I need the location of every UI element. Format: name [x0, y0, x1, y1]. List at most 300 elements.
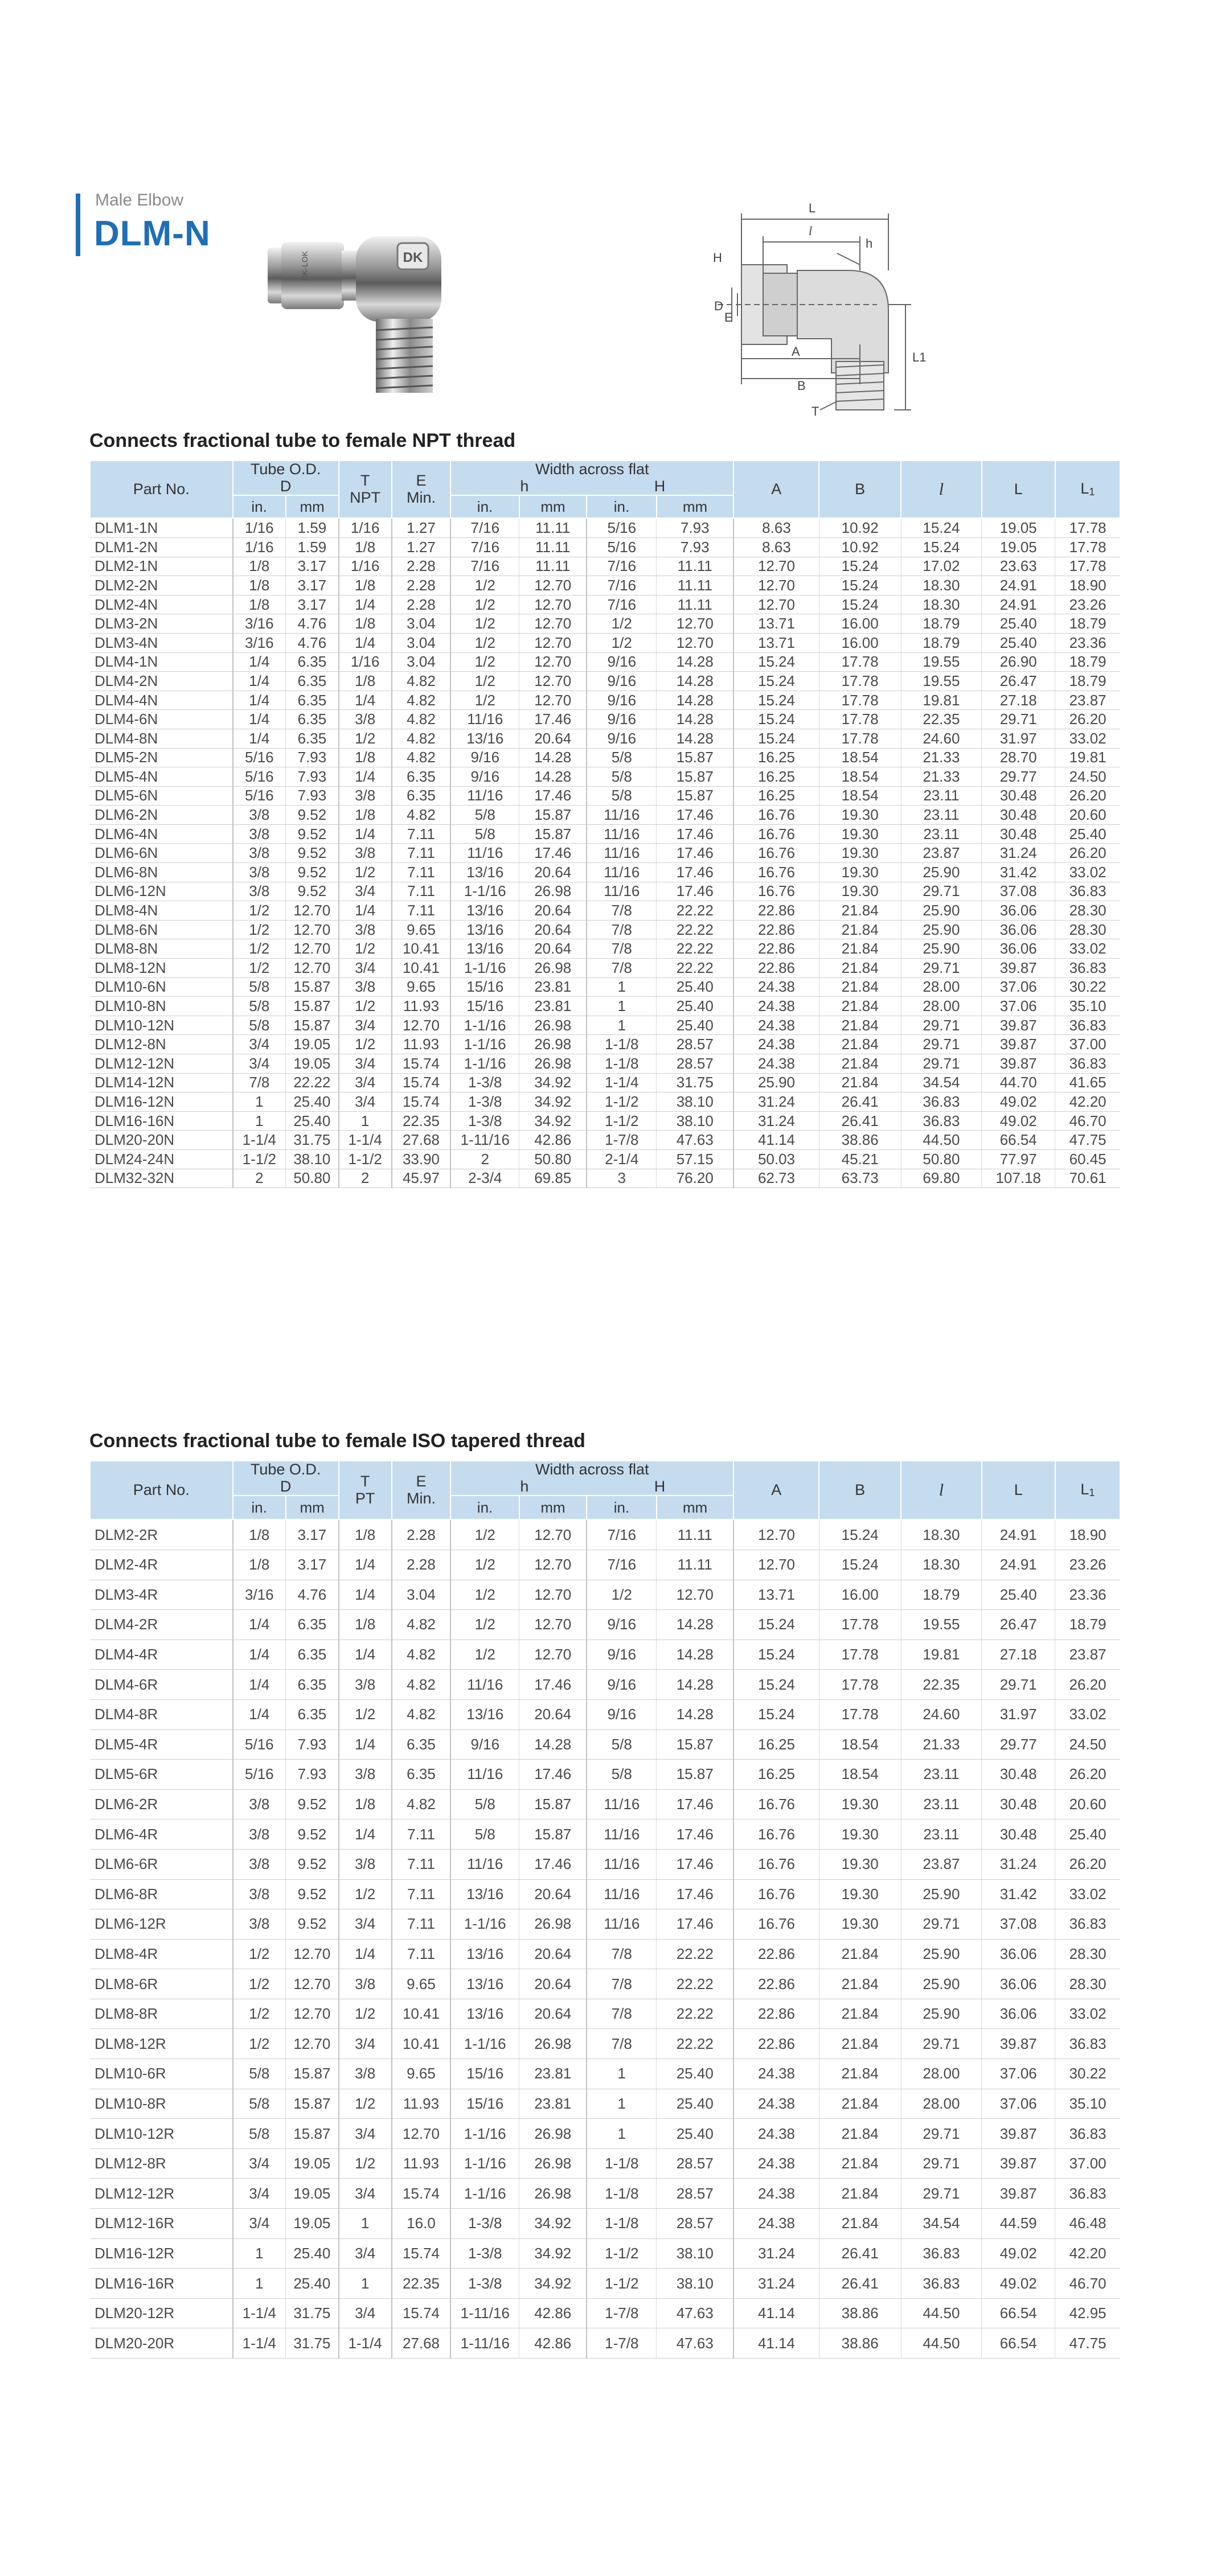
header-H-mm: mm	[657, 495, 733, 518]
table-cell: 19.05	[286, 2179, 339, 2209]
table-cell: 18.79	[1055, 614, 1120, 634]
table-cell: 12.70	[733, 1519, 819, 1550]
table-cell: 9.52	[286, 806, 339, 825]
table-cell: 1-11/16	[450, 2298, 519, 2328]
dim-L1: L1	[912, 350, 927, 364]
table-cell: 1.59	[286, 537, 339, 557]
table-cell: 14.28	[519, 748, 587, 767]
table-cell: 1-1/2	[587, 1092, 657, 1112]
table-cell: 1-1/2	[587, 2238, 657, 2269]
table-cell: 1/2	[339, 997, 392, 1016]
table-cell: 1.27	[392, 518, 451, 537]
table-cell: 26.20	[1055, 844, 1120, 863]
table-cell: 3.04	[392, 1580, 451, 1610]
table-cell: 22.35	[901, 710, 982, 729]
table-cell: 9/16	[450, 1729, 519, 1760]
table-cell: 77.97	[982, 1149, 1055, 1169]
table-cell: 26.90	[982, 652, 1055, 672]
table-cell: 11/16	[587, 863, 657, 882]
table-cell: 34.92	[519, 2238, 587, 2269]
part-number-cell: DLM4-4R	[90, 1640, 233, 1670]
table-cell: 20.60	[1055, 806, 1120, 825]
table-cell: 49.02	[982, 1111, 1055, 1131]
table-cell: 6.35	[286, 1699, 339, 1729]
table-cell: 31.75	[657, 1073, 733, 1092]
table-cell: 44.50	[901, 2328, 982, 2359]
table-cell: 31.24	[982, 844, 1055, 863]
table-cell: 1	[587, 997, 657, 1016]
table-cell: 3/16	[233, 1580, 286, 1610]
table-cell: 26.98	[519, 1054, 587, 1074]
header-h-in: in.	[450, 495, 519, 518]
table-cell: 24.60	[901, 729, 982, 748]
table-cell: 36.06	[982, 1969, 1055, 1999]
table-cell: 34.54	[901, 1073, 982, 1092]
table-cell: 69.80	[901, 1169, 982, 1188]
table-cell: 15.87	[286, 2119, 339, 2149]
table-cell: 6.35	[286, 1670, 339, 1700]
table-cell: 1	[587, 2089, 657, 2119]
table-cell: 28.00	[901, 997, 982, 1016]
table-cell: 36.83	[1055, 2029, 1120, 2059]
table-row	[90, 1819, 1120, 1850]
table-cell: 18.30	[901, 1519, 982, 1550]
table-row	[90, 1699, 1120, 1729]
table-cell: 7/8	[587, 2029, 657, 2059]
table-cell: 25.90	[901, 1939, 982, 1969]
header-t-pt: T PT	[339, 1461, 392, 1519]
table-cell: 19.30	[819, 863, 901, 882]
table-cell: 3/8	[339, 920, 392, 939]
table-cell: 4.76	[286, 633, 339, 652]
table-cell: 12.70	[519, 691, 587, 710]
table-cell: 3/4	[339, 1073, 392, 1092]
table-cell: 31.24	[733, 1111, 819, 1131]
table-cell: 38.10	[286, 1149, 339, 1169]
table-cell: 49.02	[982, 1092, 1055, 1112]
table-cell: 24.38	[733, 2179, 819, 2209]
table-cell: 7.93	[286, 1729, 339, 1760]
table-cell: 1-3/8	[450, 1073, 519, 1092]
table-cell: 5/8	[587, 786, 657, 806]
part-number-cell: DLM2-2N	[90, 576, 233, 595]
table-cell: 10.41	[392, 2029, 451, 2059]
table-cell: 46.70	[1055, 2269, 1120, 2299]
part-number-cell: DLM3-4R	[90, 1580, 233, 1610]
table-cell: 9/16	[587, 729, 657, 748]
table-cell: 50.80	[286, 1169, 339, 1188]
header-h-in: in.	[450, 1496, 519, 1519]
table-cell: 3/8	[233, 824, 286, 844]
table-cell: 16.76	[733, 1849, 819, 1879]
table-cell: 24.38	[733, 1016, 819, 1035]
table-cell: 12.70	[733, 595, 819, 614]
part-number-cell: DLM12-8N	[90, 1035, 233, 1054]
table-cell: 1/2	[233, 939, 286, 959]
table-cell: 23.63	[982, 557, 1055, 576]
part-number-cell: DLM4-8N	[90, 729, 233, 748]
table-cell: 3	[587, 1169, 657, 1188]
table-cell: 1/8	[339, 576, 392, 595]
table-cell: 29.71	[982, 710, 1055, 729]
table-cell: 1/2	[339, 863, 392, 882]
table-cell: 3/8	[339, 1969, 392, 1999]
table-cell: 19.05	[982, 518, 1055, 537]
table-cell: 1-7/8	[587, 1131, 657, 1150]
table-cell: 28.30	[1055, 920, 1120, 939]
table-row	[90, 2269, 1120, 2299]
table-cell: 1/2	[450, 595, 519, 614]
table-cell: 15.24	[819, 1550, 901, 1580]
table-cell: 5/8	[450, 806, 519, 825]
table-cell: 24.38	[733, 1035, 819, 1054]
table-cell: 6.35	[392, 767, 451, 787]
table-cell: 5/16	[587, 537, 657, 557]
table-cell: 1/2	[233, 1999, 286, 2029]
table-cell: 18.30	[901, 1550, 982, 1580]
table-cell: 16.25	[733, 1729, 819, 1760]
table-cell: 8.63	[733, 518, 819, 537]
header-a: A	[733, 461, 819, 518]
table-cell: 5/8	[587, 767, 657, 787]
table-cell: 39.87	[982, 2148, 1055, 2179]
table-cell: 1/8	[233, 576, 286, 595]
table-cell: 24.38	[733, 2059, 819, 2089]
table-cell: 1-1/4	[339, 1131, 392, 1150]
table-cell: 23.81	[519, 2059, 587, 2089]
table-cell: 21.84	[819, 1035, 901, 1054]
table-cell: 16.25	[733, 767, 819, 787]
table-cell: 17.46	[657, 844, 733, 863]
table-cell: 3/4	[339, 2029, 392, 2059]
part-number-cell: DLM3-2N	[90, 614, 233, 634]
table-cell: 16.00	[819, 614, 901, 634]
part-number-cell: DLM3-4N	[90, 633, 233, 652]
table-cell: 41.14	[733, 2298, 819, 2328]
part-number-cell: DLM6-2R	[90, 1789, 233, 1819]
table-cell: 7.93	[657, 537, 733, 557]
header-e-min: E Min.	[392, 461, 451, 518]
table-cell: 25.40	[657, 2059, 733, 2089]
table-cell: 15.24	[901, 537, 982, 557]
table-cell: 23.36	[1055, 633, 1120, 652]
table-cell: 20.64	[519, 1999, 587, 2029]
table-cell: 20.64	[519, 1939, 587, 1969]
table-cell: 66.54	[982, 2328, 1055, 2359]
product-title: DLM-N	[94, 214, 211, 253]
header-part-no: Part No.	[90, 461, 233, 518]
table-cell: 28.70	[982, 748, 1055, 767]
table-cell: 1-1/16	[450, 1909, 519, 1940]
header-tube-od: Tube O.D. D	[233, 1461, 339, 1496]
table-cell: 31.97	[982, 1699, 1055, 1729]
table-cell: 22.35	[901, 1670, 982, 1700]
table-row	[90, 557, 1120, 576]
table-cell: 1-3/8	[450, 2238, 519, 2269]
table-cell: 7/8	[587, 920, 657, 939]
table-cell: 23.26	[1055, 595, 1120, 614]
table-cell: 10.41	[392, 959, 451, 978]
table-cell: 21.84	[819, 959, 901, 978]
table-cell: 18.79	[1055, 1610, 1120, 1640]
table-cell: 3/16	[233, 633, 286, 652]
table-row	[90, 863, 1120, 882]
table-cell: 20.64	[519, 920, 587, 939]
table-cell: 10.92	[819, 537, 901, 557]
table-cell: 23.81	[519, 2089, 587, 2119]
table-cell: 3/8	[233, 1849, 286, 1879]
table-row	[90, 1849, 1120, 1879]
table-cell: 1/2	[233, 959, 286, 978]
table-cell: 13/16	[450, 729, 519, 748]
table-cell: 1	[339, 2209, 392, 2239]
table-cell: 6.35	[286, 691, 339, 710]
table-row	[90, 1149, 1120, 1169]
table-cell: 50.80	[901, 1149, 982, 1169]
table-cell: 16.76	[733, 1789, 819, 1819]
table-cell: 21.84	[819, 901, 901, 921]
part-number-cell: DLM6-8R	[90, 1879, 233, 1909]
part-number-cell: DLM14-12N	[90, 1073, 233, 1092]
table-cell: 47.63	[657, 2298, 733, 2328]
nut-marking: DK-LOK	[300, 250, 309, 281]
table-cell: 1	[339, 1111, 392, 1131]
table-row	[90, 1016, 1120, 1035]
table-cell: 3/8	[339, 2059, 392, 2089]
table-row	[90, 729, 1120, 748]
table-cell: 12.70	[286, 1939, 339, 1969]
table-cell: 1-3/8	[450, 2269, 519, 2299]
table-cell: 1/2	[450, 576, 519, 595]
table-cell: 9/16	[587, 1699, 657, 1729]
table-cell: 3/4	[233, 2179, 286, 2209]
table-cell: 42.20	[1055, 2238, 1120, 2269]
table-cell: 7/16	[587, 557, 657, 576]
table-cell: 5/16	[233, 786, 286, 806]
table-cell: 9.52	[286, 1849, 339, 1879]
part-number-cell: DLM12-8R	[90, 2148, 233, 2179]
table-cell: 23.87	[901, 844, 982, 863]
table-cell: 36.06	[982, 1999, 1055, 2029]
table-cell: 5/8	[233, 997, 286, 1016]
table-cell: 1-1/16	[450, 1016, 519, 1035]
table-cell: 15.24	[733, 1670, 819, 1700]
table-row	[90, 2179, 1120, 2209]
table-cell: 19.30	[819, 824, 901, 844]
table-cell: 17.78	[819, 652, 901, 672]
table-cell: 1	[587, 2059, 657, 2089]
table-cell: 29.71	[901, 1035, 982, 1054]
table-cell: 21.84	[819, 977, 901, 997]
table-cell: 21.84	[819, 997, 901, 1016]
table-cell: 1/4	[233, 729, 286, 748]
table-cell: 1	[587, 1016, 657, 1035]
table-cell: 31.24	[733, 1092, 819, 1112]
table-cell: 11.11	[657, 576, 733, 595]
table-cell: 1-11/16	[450, 1131, 519, 1150]
table-row	[90, 824, 1120, 844]
table-cell: 2-1/4	[587, 1149, 657, 1169]
table-cell: 25.40	[982, 614, 1055, 634]
table-cell: 12.70	[519, 672, 587, 691]
table-cell: 17.78	[1055, 557, 1120, 576]
table-cell: 18.54	[819, 786, 901, 806]
table-cell: 1/2	[450, 1550, 519, 1580]
table-cell: 31.24	[733, 2238, 819, 2269]
table-cell: 42.86	[519, 2298, 587, 2328]
table-cell: 1-1/2	[587, 2269, 657, 2299]
table-cell: 9.52	[286, 1909, 339, 1940]
table-cell: 14.28	[657, 710, 733, 729]
table-cell: 7/16	[587, 595, 657, 614]
table-cell: 1/2	[450, 1610, 519, 1640]
table-cell: 22.86	[733, 1999, 819, 2029]
table-cell: 15.74	[392, 1073, 451, 1092]
table-cell: 36.83	[1055, 1909, 1120, 1940]
table-cell: 26.98	[519, 1035, 587, 1054]
table-cell: 21.84	[819, 1999, 901, 2029]
table-cell: 10.92	[819, 518, 901, 537]
table-cell: 1	[233, 2238, 286, 2269]
table-cell: 22.22	[657, 1999, 733, 2029]
table-cell: 1/2	[233, 901, 286, 921]
table-cell: 22.86	[733, 901, 819, 921]
table-cell: 7.93	[286, 1760, 339, 1790]
table-cell: 15.87	[657, 748, 733, 767]
table-cell: 15.24	[733, 1699, 819, 1729]
table-cell: 11.11	[657, 557, 733, 576]
table-cell: 15.24	[733, 1640, 819, 1670]
table-cell: 12.70	[519, 652, 587, 672]
part-number-cell: DLM5-6R	[90, 1760, 233, 1790]
table-cell: 12.70	[286, 939, 339, 959]
table-cell: 20.64	[519, 1969, 587, 1999]
table-cell: 17.78	[1055, 537, 1120, 557]
table-cell: 29.71	[901, 2179, 982, 2209]
table-cell: 25.90	[901, 901, 982, 921]
table-cell: 1-1/8	[587, 2179, 657, 2209]
table-cell: 24.91	[982, 576, 1055, 595]
table-cell: 60.45	[1055, 1149, 1120, 1169]
table-cell: 15/16	[450, 997, 519, 1016]
table-cell: 27.18	[982, 691, 1055, 710]
table-cell: 13/16	[450, 1969, 519, 1999]
table-cell: 11/16	[450, 844, 519, 863]
table-cell: 17.78	[819, 691, 901, 710]
table-cell: 63.73	[819, 1169, 901, 1188]
part-number-cell: DLM2-4R	[90, 1550, 233, 1580]
table-cell: 29.71	[901, 2148, 982, 2179]
table-cell: 21.84	[819, 920, 901, 939]
table-cell: 15.74	[392, 2179, 451, 2209]
table-cell: 4.82	[392, 806, 451, 825]
table-cell: 17.46	[657, 882, 733, 901]
table-cell: 24.91	[982, 595, 1055, 614]
table-cell: 15.24	[733, 672, 819, 691]
table-cell: 1/2	[339, 939, 392, 959]
table-cell: 3/4	[339, 2298, 392, 2328]
table-cell: 1/4	[339, 691, 392, 710]
table-cell: 20.60	[1055, 1789, 1120, 1819]
table-cell: 1-3/8	[450, 1111, 519, 1131]
table-cell: 19.05	[286, 2209, 339, 2239]
table-cell: 5/16	[233, 767, 286, 787]
table-cell: 16.00	[819, 633, 901, 652]
table-row	[90, 691, 1120, 710]
table-cell: 16.25	[733, 1760, 819, 1790]
table-cell: 12.70	[286, 2029, 339, 2059]
table-cell: 5/8	[233, 2089, 286, 2119]
table-cell: 3/4	[339, 1054, 392, 1074]
table-cell: 39.87	[982, 2119, 1055, 2149]
table-cell: 28.00	[901, 977, 982, 997]
table-cell: 13/16	[450, 863, 519, 882]
table-cell: 25.90	[901, 863, 982, 882]
table-cell: 2	[339, 1169, 392, 1188]
table-cell: 1/4	[339, 1939, 392, 1969]
table-row	[90, 806, 1120, 825]
table-row	[90, 1939, 1120, 1969]
table-cell: 46.48	[1055, 2209, 1120, 2239]
table-cell: 12.70	[286, 1969, 339, 1999]
table-cell: 36.06	[982, 1939, 1055, 1969]
section-title-iso: Connects fractional tube to female ISO tapered thread	[89, 1430, 585, 1452]
table-cell: 17.78	[819, 672, 901, 691]
table-cell: 1/2	[339, 1999, 392, 2029]
table-cell: 12.70	[519, 576, 587, 595]
table-cell: 19.30	[819, 806, 901, 825]
table-cell: 3/8	[339, 1670, 392, 1700]
table-cell: 17.46	[519, 1849, 587, 1879]
header-H-in: in.	[587, 495, 657, 518]
table-row	[90, 844, 1120, 863]
table-row	[90, 2298, 1120, 2328]
table-cell: 15.87	[519, 824, 587, 844]
table-cell: 12.70	[657, 633, 733, 652]
table-cell: 3/8	[233, 1789, 286, 1819]
table-cell: 38.86	[819, 2298, 901, 2328]
table-cell: 21.84	[819, 2209, 901, 2239]
table-cell: 1/2	[233, 1939, 286, 1969]
table-cell: 26.41	[819, 1111, 901, 1131]
table-cell: 13/16	[450, 1999, 519, 2029]
table-cell: 5/8	[233, 977, 286, 997]
table-row	[90, 710, 1120, 729]
table-cell: 3/8	[339, 786, 392, 806]
table-cell: 1/2	[450, 652, 519, 672]
dim-A: A	[792, 344, 800, 359]
product-subtitle: Male Elbow	[95, 191, 184, 209]
table-cell: 37.08	[982, 882, 1055, 901]
table-cell: 42.86	[519, 2328, 587, 2359]
table-cell: 15.24	[733, 1610, 819, 1640]
table-row	[90, 1519, 1120, 1550]
table-row	[90, 901, 1120, 921]
table-cell: 25.90	[901, 920, 982, 939]
table-row	[90, 595, 1120, 614]
table-cell: 7.11	[392, 882, 451, 901]
table-cell: 5/8	[587, 1729, 657, 1760]
table-cell: 11.11	[519, 557, 587, 576]
part-number-cell: DLM12-16R	[90, 2209, 233, 2239]
table-cell: 39.87	[982, 1035, 1055, 1054]
header-tube-mm: mm	[286, 495, 339, 518]
table-cell: 12.70	[519, 595, 587, 614]
table-cell: 16.25	[733, 748, 819, 767]
table-cell: 1/4	[339, 633, 392, 652]
table-row	[90, 518, 1120, 537]
table-cell: 34.54	[901, 2209, 982, 2239]
